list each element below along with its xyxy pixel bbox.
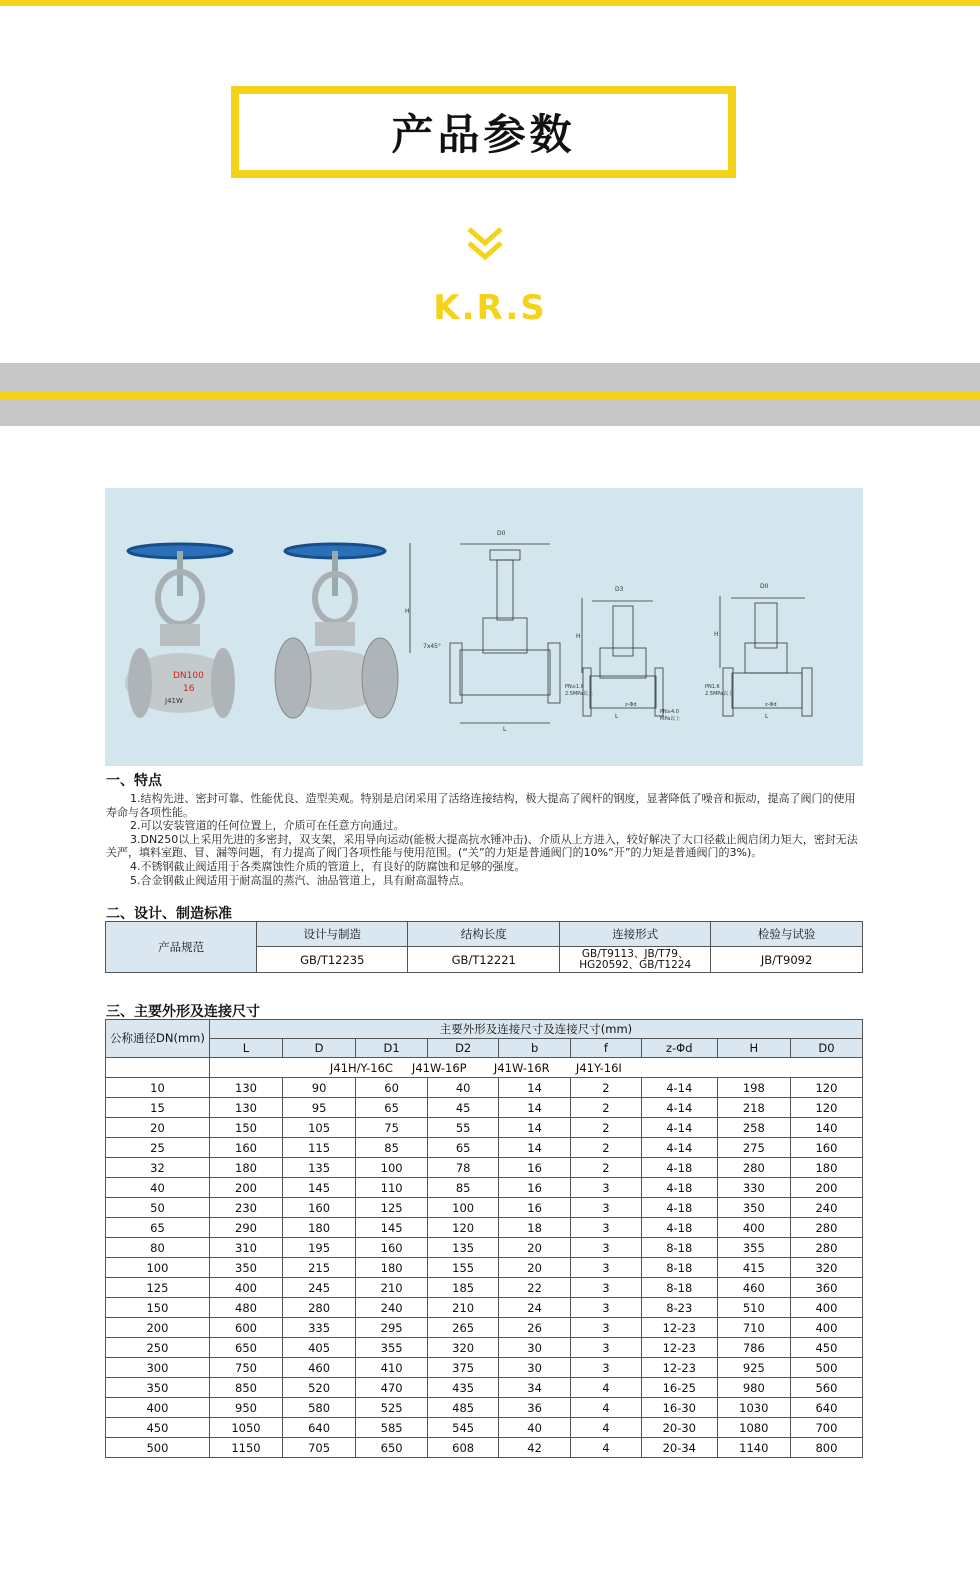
dim-label-pn-high: PN≥4.0 xyxy=(660,709,679,715)
dimension-cell: 1140 xyxy=(717,1438,790,1458)
dimension-cell: 160 xyxy=(790,1138,862,1158)
dimension-cell: 280 xyxy=(717,1158,790,1178)
dimension-cell: 295 xyxy=(356,1318,428,1338)
dn-cell: 200 xyxy=(106,1318,210,1338)
dimension-cell: 415 xyxy=(717,1258,790,1278)
dim-label-pn-low: PN≤1.6 xyxy=(565,684,584,690)
dimension-cell: 275 xyxy=(717,1138,790,1158)
dimension-cell: 280 xyxy=(790,1238,862,1258)
valve-drawing-1 xyxy=(410,543,560,723)
features-list xyxy=(106,792,864,887)
dimension-cell: 90 xyxy=(283,1078,356,1098)
table-row xyxy=(106,1198,863,1218)
dimension-cell: 710 xyxy=(717,1318,790,1338)
dimension-cell: 360 xyxy=(790,1278,862,1298)
dimension-cell: 480 xyxy=(209,1298,282,1318)
band-accent-line xyxy=(0,391,980,399)
dim-label-l-3: L xyxy=(765,713,769,720)
dimension-cell: 198 xyxy=(717,1078,790,1098)
dimension-cell: 3 xyxy=(571,1278,642,1298)
table-row xyxy=(106,1378,863,1398)
column-header: D1 xyxy=(356,1039,428,1058)
dim-label-mpa-2: 2.5MPa以上 xyxy=(565,691,594,697)
dimension-cell: 100 xyxy=(428,1198,499,1218)
dimension-cell: 320 xyxy=(790,1258,862,1278)
dimension-cell: 3 xyxy=(571,1318,642,1338)
dim-label-angle: 7x45° xyxy=(423,643,442,650)
dimension-cell: 105 xyxy=(283,1118,356,1138)
dimension-cell: 375 xyxy=(428,1358,499,1378)
table-row xyxy=(106,1138,863,1158)
dimension-cell: 786 xyxy=(717,1338,790,1358)
dimension-cell: 30 xyxy=(499,1358,571,1378)
dimension-cell: 185 xyxy=(428,1278,499,1298)
dimension-cell: 1030 xyxy=(717,1398,790,1418)
table-row xyxy=(106,1338,863,1358)
table-row xyxy=(106,1078,863,1098)
dim-label-d3: D3 xyxy=(615,586,624,593)
dn-cell: 15 xyxy=(106,1098,210,1118)
dim-label-d0-1: D0 xyxy=(497,530,506,537)
dimension-cell: 240 xyxy=(790,1198,862,1218)
dimension-cell: 4-14 xyxy=(641,1078,717,1098)
dn-cell: 300 xyxy=(106,1358,210,1378)
top-accent-stripe xyxy=(0,0,980,6)
dimension-cell: 8-18 xyxy=(641,1258,717,1278)
dimension-cell: 160 xyxy=(356,1238,428,1258)
dimension-cell: 4-14 xyxy=(641,1098,717,1118)
brand-name: K.R.S xyxy=(433,288,547,328)
dimension-cell: 218 xyxy=(717,1098,790,1118)
table-row xyxy=(106,1278,863,1298)
dimension-cell: 195 xyxy=(283,1238,356,1258)
column-header: f xyxy=(571,1039,642,1058)
dimension-cell: 3 xyxy=(571,1358,642,1378)
dimension-cell: 36 xyxy=(499,1398,571,1418)
standards-heading: 二、设计、制造标准 xyxy=(106,906,232,922)
dimension-cell: 2 xyxy=(571,1138,642,1158)
feature-item: 4.不锈钢截止阀适用于各类腐蚀性介质的管道上，有良好的防腐蚀和足够的强度。 xyxy=(130,859,526,873)
dn-cell: 50 xyxy=(106,1198,210,1218)
dimension-cell: 2 xyxy=(571,1078,642,1098)
dim-label-mpa-high: MPa以上 xyxy=(660,716,681,722)
dimension-cell: 3 xyxy=(571,1258,642,1278)
dn-cell: 32 xyxy=(106,1158,210,1178)
dimension-cell: 125 xyxy=(356,1198,428,1218)
dimension-cell: 120 xyxy=(428,1218,499,1238)
model-row-blank xyxy=(106,1058,210,1078)
column-header: L xyxy=(209,1039,282,1058)
dimension-cell: 55 xyxy=(428,1118,499,1138)
table-row xyxy=(106,1298,863,1318)
feature-item: 2.可以安装管道的任何位置上，介质可在任意方向通过。 xyxy=(130,819,405,833)
dn-cell: 350 xyxy=(106,1378,210,1398)
table-row xyxy=(106,1118,863,1138)
table-row xyxy=(106,1158,863,1178)
dimension-cell: 40 xyxy=(428,1078,499,1098)
feature-item: 3.DN250以上采用先进的多密封，双支架，采用导向运动(能极大提高抗水锤冲击)、介质从上方进入，较好解决了大口径截止阀启闭力矩大，密封无法关严，填料室跑、冒、漏等问题，有力提高了阀门各项性能与使用范围。(“关”的力矩是普通阀门的10%“开”的力矩是普通阀门的3%)。 xyxy=(106,832,858,860)
dimension-cell: 280 xyxy=(283,1298,356,1318)
dimension-cell: 435 xyxy=(428,1378,499,1398)
dimension-cell: 700 xyxy=(790,1418,862,1438)
dimension-cell: 4 xyxy=(571,1378,642,1398)
dimension-cell: 115 xyxy=(283,1138,356,1158)
column-header: D2 xyxy=(428,1039,499,1058)
dimension-cell: 85 xyxy=(356,1138,428,1158)
dimension-cell: 705 xyxy=(283,1438,356,1458)
dimension-cell: 42 xyxy=(499,1438,571,1458)
dimension-cell: 150 xyxy=(209,1118,282,1138)
dimension-cell: 640 xyxy=(283,1418,356,1438)
dimension-cell: 850 xyxy=(209,1378,282,1398)
dn-cell: 150 xyxy=(106,1298,210,1318)
dimension-cell: 8-23 xyxy=(641,1298,717,1318)
dimension-cell: 925 xyxy=(717,1358,790,1378)
model-name: J41Y-16I xyxy=(575,1060,622,1075)
dimension-cell: 135 xyxy=(428,1238,499,1258)
dimension-cell: 16 xyxy=(499,1178,571,1198)
dimension-cell: 20 xyxy=(499,1258,571,1278)
dim-label-h-2: H xyxy=(576,633,581,640)
dim-label-h-1: H xyxy=(405,608,410,615)
standards-table xyxy=(105,921,863,973)
standards-value: JB/T9092 xyxy=(711,947,863,973)
dimension-cell: 335 xyxy=(283,1318,356,1338)
dim-label-pn16: PN1.6 xyxy=(705,684,720,690)
dimension-cell: 78 xyxy=(428,1158,499,1178)
dimension-cell: 258 xyxy=(717,1118,790,1138)
dimension-cell: 14 xyxy=(499,1078,571,1098)
features-heading: 一、特点 xyxy=(106,773,162,789)
dimension-cell: 45 xyxy=(428,1098,499,1118)
title-frame xyxy=(231,86,736,178)
dimension-cell: 4-14 xyxy=(641,1118,717,1138)
dimension-cell: 1080 xyxy=(717,1418,790,1438)
dimension-cell: 16 xyxy=(499,1198,571,1218)
dimension-cell: 12-23 xyxy=(641,1358,717,1378)
dim-label-l-2: L xyxy=(615,713,619,720)
column-header: b xyxy=(499,1039,571,1058)
dim-label-l-1: L xyxy=(503,726,507,733)
dimension-cell: 400 xyxy=(790,1318,862,1338)
feature-item: 1.结构先进、密封可靠、性能优良、造型美观。特别是启闭采用了活络连接结构，极大提高了阀杆的钢度，显著降低了噪音和振动，提高了阀门的使用寿命与各项性能。 xyxy=(106,792,856,819)
dimension-cell: 24 xyxy=(499,1298,571,1318)
dimension-cell: 100 xyxy=(356,1158,428,1178)
feature-item: 5.合金钢截止阀适用于耐高温的蒸汽、油品管道上，具有耐高温特点。 xyxy=(130,873,471,887)
dimension-cell: 18 xyxy=(499,1218,571,1238)
dim-label-d0-3: D0 xyxy=(760,583,769,590)
dimension-cell: 210 xyxy=(356,1278,428,1298)
standards-header: 设计与制造 xyxy=(257,922,408,947)
standards-header: 检验与试验 xyxy=(711,922,863,947)
dimension-cell: 980 xyxy=(717,1378,790,1398)
dimension-cell: 14 xyxy=(499,1118,571,1138)
column-header: H xyxy=(717,1039,790,1058)
valve-drawing-2 xyxy=(582,598,663,716)
dimension-cell: 355 xyxy=(717,1238,790,1258)
table-row xyxy=(106,1098,863,1118)
dimension-cell: 650 xyxy=(209,1338,282,1358)
dn-cell: 20 xyxy=(106,1118,210,1138)
dimension-cell: 4-18 xyxy=(641,1178,717,1198)
dimension-cell: 400 xyxy=(717,1218,790,1238)
dimension-cell: 3 xyxy=(571,1338,642,1358)
dn-header: 公称通径DN(mm) xyxy=(106,1020,210,1058)
dimension-cell: 4 xyxy=(571,1418,642,1438)
dimension-cell: 410 xyxy=(356,1358,428,1378)
model-name: J41W-16P xyxy=(411,1060,467,1075)
model-name: J41W-16R xyxy=(493,1060,550,1075)
dimension-cell: 160 xyxy=(283,1198,356,1218)
dimension-cell: 20 xyxy=(499,1238,571,1258)
dn-cell: 10 xyxy=(106,1078,210,1098)
dimension-cell: 500 xyxy=(790,1358,862,1378)
dimension-cell: 2 xyxy=(571,1098,642,1118)
dimension-cell: 3 xyxy=(571,1238,642,1258)
valve-photo-2 xyxy=(275,544,398,718)
table-row xyxy=(106,1178,863,1198)
dimension-cell: 14 xyxy=(499,1138,571,1158)
dimension-cell: 180 xyxy=(283,1218,356,1238)
dimension-cell: 950 xyxy=(209,1398,282,1418)
dimension-cell: 320 xyxy=(428,1338,499,1358)
dimension-cell: 650 xyxy=(356,1438,428,1458)
dimension-cell: 60 xyxy=(356,1078,428,1098)
dimension-cell: 20-30 xyxy=(641,1418,717,1438)
table-row xyxy=(106,1318,863,1338)
dimension-cell: 12-23 xyxy=(641,1338,717,1358)
dimension-cell: 4 xyxy=(571,1398,642,1418)
dimension-cell: 3 xyxy=(571,1298,642,1318)
product-image xyxy=(105,488,863,766)
dimension-cell: 485 xyxy=(428,1398,499,1418)
group-header: 主要外形及连接尺寸及连接尺寸(mm) xyxy=(209,1020,862,1039)
dimension-cell: 350 xyxy=(717,1198,790,1218)
valve-label-pn: 16 xyxy=(183,684,195,694)
dimension-cell: 470 xyxy=(356,1378,428,1398)
valve-label-dn: DN100 xyxy=(173,671,204,681)
dimension-cell: 3 xyxy=(571,1178,642,1198)
dn-cell: 400 xyxy=(106,1398,210,1418)
table-row xyxy=(106,1238,863,1258)
dn-cell: 100 xyxy=(106,1258,210,1278)
dimension-cell: 180 xyxy=(209,1158,282,1178)
dimension-cell: 180 xyxy=(790,1158,862,1178)
dimension-cell: 520 xyxy=(283,1378,356,1398)
table-row xyxy=(106,1258,863,1278)
dimension-cell: 26 xyxy=(499,1318,571,1338)
dimension-cell: 585 xyxy=(356,1418,428,1438)
dn-cell: 125 xyxy=(106,1278,210,1298)
dimension-cell: 120 xyxy=(790,1078,862,1098)
dimension-cell: 608 xyxy=(428,1438,499,1458)
dimension-cell: 16 xyxy=(499,1158,571,1178)
dimension-cell: 130 xyxy=(209,1098,282,1118)
dimension-cell: 8-18 xyxy=(641,1278,717,1298)
dimension-cell: 265 xyxy=(428,1318,499,1338)
dimension-cell: 330 xyxy=(717,1178,790,1198)
dimension-cell: 1150 xyxy=(209,1438,282,1458)
dimension-cell: 4-18 xyxy=(641,1158,717,1178)
dn-cell: 500 xyxy=(106,1438,210,1458)
dimension-cell: 460 xyxy=(717,1278,790,1298)
dimension-cell: 180 xyxy=(356,1258,428,1278)
dimension-cell: 16-25 xyxy=(641,1378,717,1398)
dimension-cell: 450 xyxy=(790,1338,862,1358)
dimension-cell: 4-18 xyxy=(641,1198,717,1218)
dimension-cell: 510 xyxy=(717,1298,790,1318)
dn-cell: 25 xyxy=(106,1138,210,1158)
dim-label-zd-2: z-Φd xyxy=(765,702,777,708)
table-row xyxy=(106,1418,863,1438)
standards-value: GB/T12235 xyxy=(257,947,408,973)
table-row xyxy=(106,1438,863,1458)
dim-label-mpa-3: 2.5MPa以上 xyxy=(705,691,734,697)
dimension-cell: 2 xyxy=(571,1158,642,1178)
valve-drawing-3 xyxy=(720,596,812,716)
valve-label-model: J41W xyxy=(165,697,183,705)
dimension-cell: 20-34 xyxy=(641,1438,717,1458)
dimension-cell: 16-30 xyxy=(641,1398,717,1418)
dimension-cell: 8-18 xyxy=(641,1238,717,1258)
table-row xyxy=(106,1398,863,1418)
column-header: z-Φd xyxy=(641,1039,717,1058)
dimension-cell: 145 xyxy=(356,1218,428,1238)
dimension-cell: 4-14 xyxy=(641,1138,717,1158)
dn-cell: 65 xyxy=(106,1218,210,1238)
dimension-cell: 95 xyxy=(283,1098,356,1118)
double-chevron-down-icon xyxy=(465,225,505,265)
dn-cell: 40 xyxy=(106,1178,210,1198)
dimension-cell: 290 xyxy=(209,1218,282,1238)
dimension-cell: 145 xyxy=(283,1178,356,1198)
dn-cell: 450 xyxy=(106,1418,210,1438)
dimensions-heading: 三、主要外形及连接尺寸 xyxy=(106,1004,260,1020)
dim-label-zd-1: z-Φd xyxy=(625,702,637,708)
dimension-cell: 1050 xyxy=(209,1418,282,1438)
dimension-cell: 4 xyxy=(571,1438,642,1458)
standards-value: GB/T9113、JB/T79、HG20592、GB/T1224 xyxy=(560,947,711,973)
dimension-cell: 800 xyxy=(790,1438,862,1458)
dimension-cell: 280 xyxy=(790,1218,862,1238)
dimension-cell: 640 xyxy=(790,1398,862,1418)
model-name: J41H/Y-16C xyxy=(329,1060,393,1075)
dimension-cell: 160 xyxy=(209,1138,282,1158)
table-row xyxy=(106,1358,863,1378)
model-row xyxy=(209,1058,862,1078)
dimension-cell: 200 xyxy=(209,1178,282,1198)
valve-photo-1 xyxy=(125,544,235,718)
dimension-cell: 85 xyxy=(428,1178,499,1198)
dimension-cell: 30 xyxy=(499,1338,571,1358)
page-title: 产品参数 xyxy=(391,110,576,159)
dimension-cell: 4-18 xyxy=(641,1218,717,1238)
dimension-cell: 155 xyxy=(428,1258,499,1278)
dimensions-table xyxy=(105,1019,863,1458)
dimension-cell: 245 xyxy=(283,1278,356,1298)
standards-header: 连接形式 xyxy=(560,922,711,947)
column-header: D xyxy=(283,1039,356,1058)
dimension-cell: 400 xyxy=(790,1298,862,1318)
dimension-cell: 120 xyxy=(790,1098,862,1118)
dimension-cell: 14 xyxy=(499,1098,571,1118)
dimension-cell: 3 xyxy=(571,1198,642,1218)
dimension-cell: 135 xyxy=(283,1158,356,1178)
column-header: D0 xyxy=(790,1039,862,1058)
dimension-cell: 460 xyxy=(283,1358,356,1378)
dimension-cell: 40 xyxy=(499,1418,571,1438)
dn-cell: 250 xyxy=(106,1338,210,1358)
table-row xyxy=(106,1218,863,1238)
dimension-cell: 750 xyxy=(209,1358,282,1378)
dimension-cell: 75 xyxy=(356,1118,428,1138)
dimension-cell: 210 xyxy=(428,1298,499,1318)
dimension-cell: 350 xyxy=(209,1258,282,1278)
dimension-cell: 34 xyxy=(499,1378,571,1398)
dimension-cell: 65 xyxy=(428,1138,499,1158)
dimension-cell: 580 xyxy=(283,1398,356,1418)
dimension-cell: 355 xyxy=(356,1338,428,1358)
dimension-cell: 130 xyxy=(209,1078,282,1098)
dimension-cell: 22 xyxy=(499,1278,571,1298)
dimension-cell: 545 xyxy=(428,1418,499,1438)
dimension-cell: 200 xyxy=(790,1178,862,1198)
standards-row-label: 产品规范 xyxy=(106,922,257,973)
dimension-cell: 110 xyxy=(356,1178,428,1198)
standards-value: GB/T12221 xyxy=(408,947,560,973)
dimension-cell: 525 xyxy=(356,1398,428,1418)
dimension-cell: 2 xyxy=(571,1118,642,1138)
standards-header: 结构长度 xyxy=(408,922,560,947)
dimension-cell: 600 xyxy=(209,1318,282,1338)
dimension-cell: 560 xyxy=(790,1378,862,1398)
dn-cell: 80 xyxy=(106,1238,210,1258)
dimension-cell: 140 xyxy=(790,1118,862,1138)
dimension-cell: 400 xyxy=(209,1278,282,1298)
dimension-cell: 230 xyxy=(209,1198,282,1218)
dim-label-h-3: H xyxy=(714,631,719,638)
dimension-cell: 3 xyxy=(571,1218,642,1238)
dimension-cell: 65 xyxy=(356,1098,428,1118)
dimension-cell: 405 xyxy=(283,1338,356,1358)
dimension-cell: 240 xyxy=(356,1298,428,1318)
dimension-cell: 12-23 xyxy=(641,1318,717,1338)
dimension-cell: 310 xyxy=(209,1238,282,1258)
dimension-cell: 215 xyxy=(283,1258,356,1278)
